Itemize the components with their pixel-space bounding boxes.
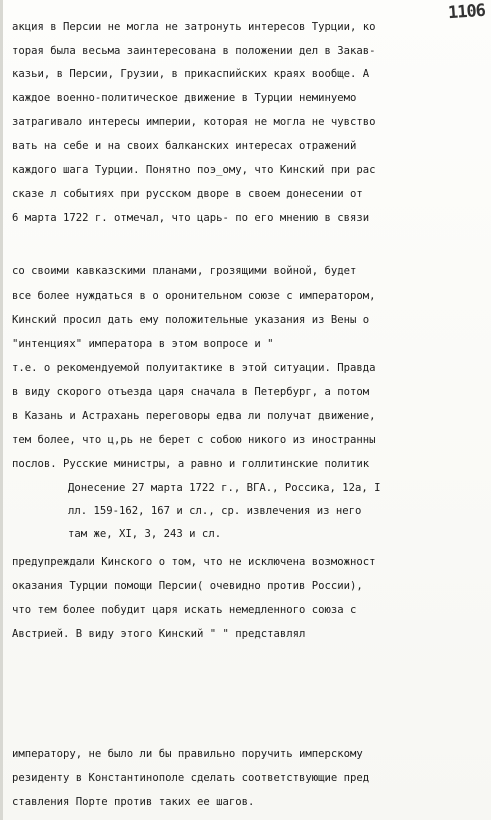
text-line: послов. Русские министры, а равно и голлитинские политик xyxy=(12,458,370,470)
text-line: каждое военно-политическое движение в Турции неминуемо xyxy=(12,92,357,104)
text-line: императору, не было ли бы правильно поручить имперскому xyxy=(12,748,363,760)
text-line: ставления Порте против таких ее шагов. xyxy=(12,796,255,808)
text-line: со своими кавказскими планами, грозящими войной, будет xyxy=(12,265,357,277)
text-line: 6 марта 1722 г. отмечал, что царь- по его мнению в связи xyxy=(12,212,370,224)
text-line: акция в Персии не могла не затронуть интересов Турции, ко xyxy=(12,21,376,33)
text-line: казьи, в Персии, Грузии, в прикаспийских краях вообще. А xyxy=(12,68,370,80)
text-line: предупреждали Кинского о том, что не исключена возможност xyxy=(12,556,376,568)
text-line: т.е. о рекомендуемой полуитактике в этой ситуации. Правда xyxy=(12,362,376,374)
footnote-line: Донесение 27 марта 1722 г., ВГА., Россика, 12а, I xyxy=(68,482,381,494)
text-line: все более нуждаться в о оронительном союзе с императором, xyxy=(12,290,376,302)
text-line: в виду скорого отъезда царя сначала в Петербург, а потом xyxy=(12,386,370,398)
text-line: каждого шага Турции. Понятно поэ_ому, что Кинский при рас xyxy=(12,164,376,176)
text-line: Австрией. В виду этого Кинский " " представлял xyxy=(12,628,306,640)
text-line: затрагивало интересы империи, которая не могла не чувство xyxy=(12,116,376,128)
text-line: торая была весьма заинтересована в положении дел в Закав- xyxy=(12,45,376,57)
footnote-line: лл. 159-162, 167 и сл., ср. извлечения из него xyxy=(68,505,362,517)
text-line: вать на себе и на своих балканских интересах отражений xyxy=(12,140,357,152)
text-line: Кинский просил дать ему положительные указания из Вены о xyxy=(12,314,370,326)
text-line: сказе л событиях при русском дворе в своем донесении от xyxy=(12,188,363,200)
text-line: что тем более побудит царя искать немедленного союза с xyxy=(12,604,357,616)
text-line: оказания Турции помощи Персии( очевидно против России), xyxy=(12,580,363,592)
folio-number: 1106 xyxy=(447,0,486,24)
text-line: "интенциях" императора в этом вопросе и " xyxy=(12,338,274,350)
text-line: тем более, что ц,рь не берет с собою никого из иностранны xyxy=(12,434,376,446)
text-line: в Казань и Астрахань переговоры едва ли получат движение, xyxy=(12,410,376,422)
text-line: резиденту в Константинополе сделать соответствующие пред xyxy=(12,772,370,784)
page-edge xyxy=(0,0,3,820)
footnote-line: там же, XI, 3, 243 и сл. xyxy=(68,528,222,540)
